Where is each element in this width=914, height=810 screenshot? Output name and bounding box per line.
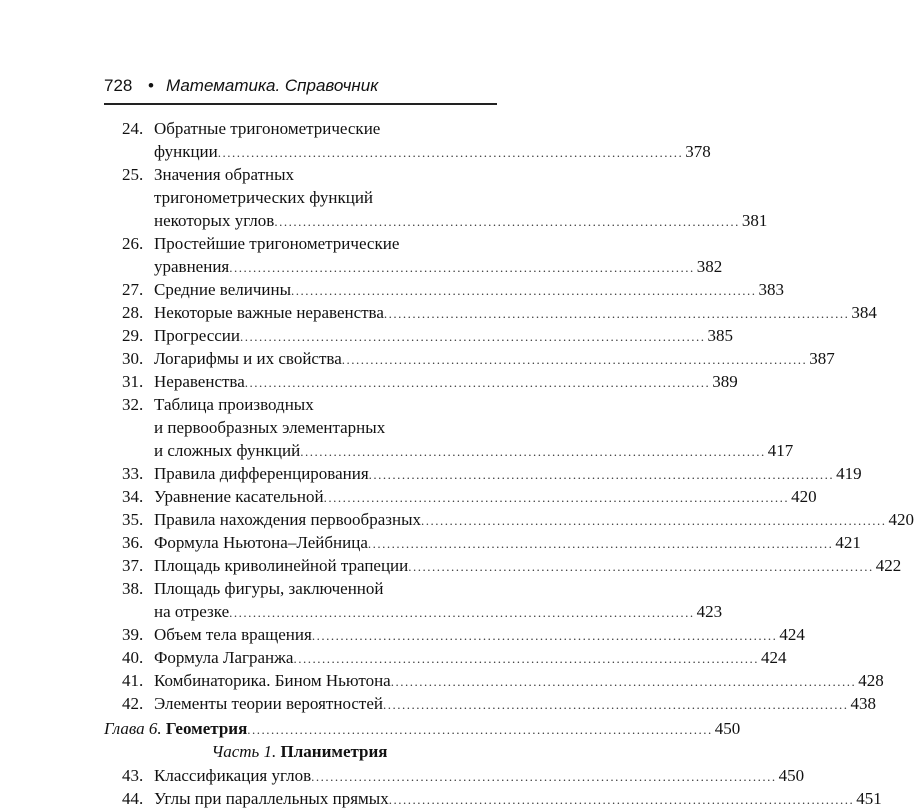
entry-page: 383 [757,280,785,300]
entry-page: 428 [856,671,884,691]
entry-title-line: и первообразных элементарных [154,418,385,438]
header-rule [104,103,497,105]
entry-leader-row[interactable] [154,464,495,484]
leader-line [154,257,495,278]
entry-title: Углы при параллельных прямых [154,789,389,809]
leader-line [154,464,495,485]
entry-title-line: Значения обратных [154,165,294,185]
entry-title: Формула Ньютона–Лейбница [154,533,368,553]
dot-leader: .................................................................................................. [218,143,684,163]
entry-leader-row[interactable] [154,303,495,323]
dot-leader: .................................................................................................. [342,350,808,370]
leader-line [154,349,495,370]
entry-title: Формула Лагранжа [154,648,293,668]
entry-number: 39. [122,625,143,645]
entry-leader-row[interactable] [154,556,495,576]
dot-leader: .................................................................................................. [324,488,790,508]
entry-page: 450 [777,766,805,786]
leader-line [154,625,495,646]
dot-leader: .................................................................................................. [383,695,849,715]
leader-line [154,510,495,531]
entry-leader-row[interactable] [154,142,495,162]
entry-title: Неравенства [154,372,245,392]
dot-leader: .................................................................................................. [293,649,759,669]
entry-page: 378 [683,142,711,162]
chapter-row[interactable] [104,719,495,739]
leader-line [154,441,495,462]
entry-leader-row[interactable] [154,211,495,231]
dot-leader: .................................................................................................. [311,767,777,787]
entry-leader-row[interactable] [154,510,495,530]
dot-leader: .................................................................................................. [384,304,850,324]
part-title: Планиметрия [281,742,388,761]
entry-title: Уравнение касательной [154,487,324,507]
dot-leader: .................................................................................................. [391,672,857,692]
leader-line [154,602,495,623]
entry-leader-row[interactable] [154,487,495,507]
entry-number: 36. [122,533,143,553]
entry-number: 28. [122,303,143,323]
entry-title: Объем тела вращения [154,625,312,645]
entry-title: некоторых углов [154,211,274,231]
entry-page: 382 [695,257,723,277]
entry-number: 42. [122,694,143,714]
entry-page: 424 [759,648,787,668]
entry-title: Классификация углов [154,766,311,786]
leader-line [154,789,495,810]
chapter-title: Геометрия [166,719,247,738]
leader-line [154,211,495,232]
entry-page: 385 [706,326,734,346]
entry-title: Правила нахождения первообразных [154,510,421,530]
entry-number: 25. [122,165,143,185]
entry-page: 387 [807,349,835,369]
entry-leader-row[interactable] [154,326,495,346]
entry-title: Площадь криволинейной трапеции [154,556,408,576]
chapter-leader [104,719,495,740]
header-bullet: • [148,76,154,96]
entry-page: 419 [834,464,862,484]
dot-leader: .................................................................................................. [245,373,711,393]
entry-number: 37. [122,556,143,576]
chapter-heading [104,719,247,739]
dot-leader: .................................................................................................. [229,603,695,623]
dot-leader: .................................................................................................. [274,212,740,232]
dot-leader: .................................................................................................. [229,258,695,278]
entry-page: 424 [777,625,805,645]
entry-page: 417 [766,441,794,461]
dot-leader: .................................................................................................. [247,720,713,740]
entry-title-line: Обратные тригонометрические [154,119,380,139]
entry-title: Логарифмы и их свойства [154,349,342,369]
leader-line [154,280,495,301]
dot-leader: .................................................................................................. [312,626,778,646]
entry-number: 26. [122,234,143,254]
leader-line [154,533,495,554]
entry-title: функции [154,142,218,162]
page-number: 728 [104,76,132,96]
entry-number: 30. [122,349,143,369]
leader-line [154,671,495,692]
entry-title: Комбинаторика. Бином Ньютона [154,671,391,691]
leader-line [154,766,495,787]
entry-title: Элементы теории вероятностей [154,694,383,714]
entry-page: 438 [849,694,877,714]
entry-number: 29. [122,326,143,346]
entry-page: 422 [874,556,902,576]
leader-line [154,142,495,163]
entry-number: 40. [122,648,143,668]
entry-page: 423 [695,602,723,622]
part-heading [104,742,495,762]
dot-leader: .................................................................................................. [369,465,835,485]
entry-leader-row[interactable] [154,694,495,714]
dot-leader: .................................................................................................. [389,790,855,810]
entry-title: Прогрессии [154,326,240,346]
entry-leader-row[interactable] [154,533,495,553]
entry-title: Средние величины [154,280,291,300]
entry-leader-row[interactable] [154,349,495,369]
entry-page: 389 [710,372,738,392]
entry-number: 31. [122,372,143,392]
part-label: Часть 1. [211,742,276,761]
dot-leader: .................................................................................................. [421,511,887,531]
leader-line [154,648,495,669]
entry-leader-row[interactable] [154,257,495,277]
entry-number: 34. [122,487,143,507]
entry-leader-row[interactable] [154,441,495,461]
entry-title: и сложных функций [154,441,300,461]
entry-leader-row[interactable] [154,280,495,300]
leader-line [154,326,495,347]
entry-page: 384 [849,303,877,323]
entry-leader-row[interactable] [154,372,495,392]
entry-number: 35. [122,510,143,530]
entry-leader-row[interactable] [154,766,495,786]
entry-number: 43. [122,766,143,786]
entry-title: на отрезке [154,602,229,622]
entry-page: 420 [887,510,914,530]
leader-line [154,303,495,324]
entry-leader-row[interactable] [154,602,495,622]
entry-leader-row[interactable] [154,671,495,691]
entry-leader-row[interactable] [154,625,495,645]
book-title: Математика. Справочник [166,76,378,96]
entry-title-line: тригонометрических функций [154,188,373,208]
leader-line [154,556,495,577]
entry-title-line: Простейшие тригонометрические [154,234,399,254]
entry-title-line: Площадь фигуры, заключенной [154,579,384,599]
leader-line [154,694,495,715]
dot-leader: .................................................................................................. [300,442,766,462]
dot-leader: .................................................................................................. [368,534,834,554]
entry-title: Правила дифференцирования [154,464,369,484]
entry-number: 41. [122,671,143,691]
entry-number: 32. [122,395,143,415]
dot-leader: .................................................................................................. [291,281,757,301]
entry-number: 33. [122,464,143,484]
leader-line [154,487,495,508]
entry-page: 420 [789,487,817,507]
entry-title-line: Таблица производных [154,395,314,415]
dot-leader: .................................................................................................. [408,557,874,577]
dot-leader: .................................................................................................. [240,327,706,347]
entry-number: 24. [122,119,143,139]
entry-title: уравнения [154,257,229,277]
entry-title: Некоторые важные неравенства [154,303,384,323]
entry-page: 451 [854,789,882,809]
entry-page: 381 [740,211,768,231]
leader-line [154,372,495,393]
entry-number: 27. [122,280,143,300]
entry-leader-row[interactable] [154,648,495,668]
entry-page: 421 [833,533,861,553]
running-header [104,76,504,102]
chapter-page: 450 [713,719,741,739]
chapter-label: Глава 6. [104,719,162,738]
entry-number: 44. [122,789,143,809]
entry-leader-row[interactable] [154,789,495,809]
entry-number: 38. [122,579,143,599]
